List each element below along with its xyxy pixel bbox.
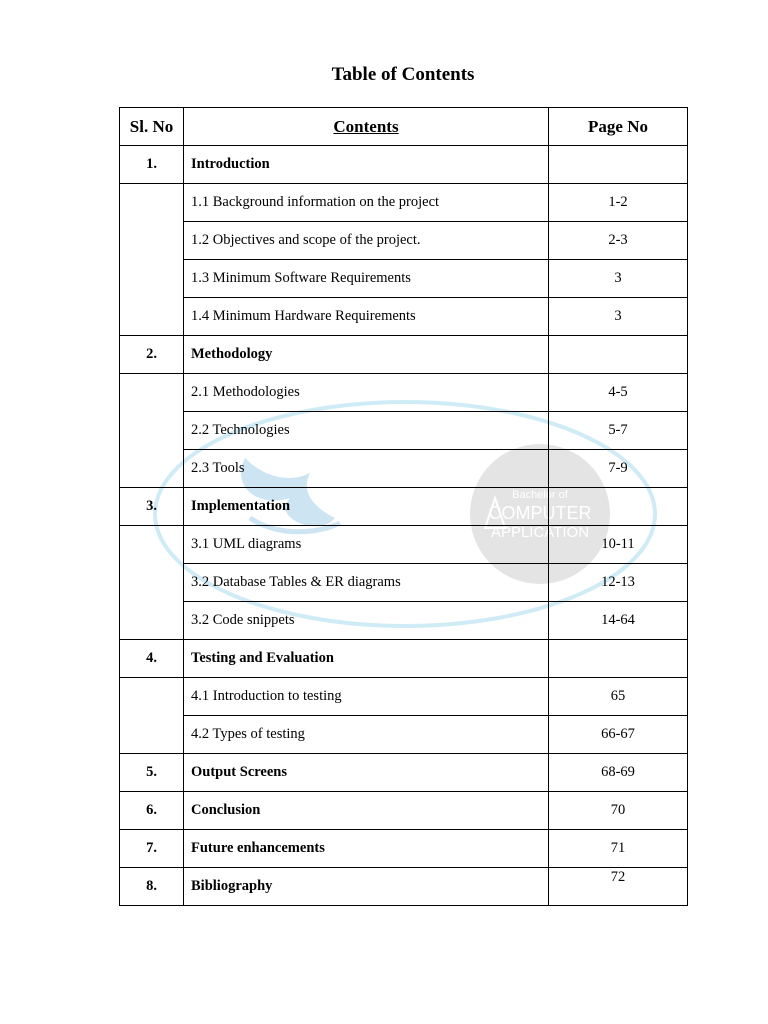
- section-title-cell: [184, 830, 549, 868]
- page-title: Table of Contents: [331, 64, 475, 85]
- table-body: [120, 146, 688, 906]
- subsection-row: [120, 450, 688, 488]
- subsection-page: 1-2: [549, 184, 688, 222]
- subsection-label: 3.2 Database Tables & ER diagrams: [184, 564, 549, 602]
- section-title: Future enhancements: [191, 840, 325, 856]
- section-page: 71: [549, 830, 688, 868]
- section-number: 1.: [120, 146, 184, 184]
- section-number: 4.: [120, 640, 184, 678]
- subsection-label: 1.4 Minimum Hardware Requirements: [184, 298, 549, 336]
- subsection-label: 2.1 Methodologies: [184, 374, 549, 412]
- section-page: [549, 488, 688, 526]
- subsection-row: [120, 374, 688, 412]
- subsection-label: 3.2 Code snippets: [184, 602, 549, 640]
- section-title-cell: [184, 868, 549, 906]
- watermark-text-3: APPLICATION: [490, 524, 590, 541]
- section-title: Output Screens: [191, 764, 288, 780]
- section-row: [120, 830, 688, 868]
- subsection-page: 3: [549, 298, 688, 336]
- subsection-spacer-cell: [120, 184, 184, 336]
- section-title: Testing and Evaluation: [191, 650, 334, 666]
- subsection-spacer-cell: [120, 374, 184, 488]
- subsection-page: 7-9: [549, 450, 688, 488]
- section-page: 70: [549, 792, 688, 830]
- section-number: 2.: [120, 336, 184, 374]
- section-title-cell: [184, 146, 549, 184]
- subsection-row: [120, 298, 688, 336]
- subsection-row: [120, 678, 688, 716]
- subsection-row: [120, 260, 688, 298]
- subsection-page: 10-11: [549, 526, 688, 564]
- subsection-page: 14-64: [549, 602, 688, 640]
- section-title: Methodology: [191, 346, 273, 362]
- section-row: [120, 640, 688, 678]
- section-number: 8.: [120, 868, 184, 906]
- subsection-label: 4.1 Introduction to testing: [184, 678, 549, 716]
- subsection-page: 2-3: [549, 222, 688, 260]
- section-title-cell: [184, 640, 549, 678]
- section-title-cell: [184, 488, 549, 526]
- header-page-no: Page No: [549, 108, 688, 146]
- subsection-page: 3: [549, 260, 688, 298]
- table-header-row: [120, 108, 688, 146]
- subsection-page: 12-13: [549, 564, 688, 602]
- section-page: [549, 640, 688, 678]
- subsection-page: 65: [549, 678, 688, 716]
- subsection-page: 4-5: [549, 374, 688, 412]
- subsection-row: [120, 564, 688, 602]
- section-row: [120, 792, 688, 830]
- subsection-label: 1.2 Objectives and scope of the project.: [184, 222, 549, 260]
- subsection-page: 66-67: [549, 716, 688, 754]
- section-title-cell: [184, 792, 549, 830]
- section-title: Bibliography: [191, 878, 273, 894]
- subsection-spacer-cell: [120, 526, 184, 640]
- section-row: [120, 488, 688, 526]
- section-page: [549, 146, 688, 184]
- section-number: 6.: [120, 792, 184, 830]
- section-page: 72: [549, 868, 688, 906]
- subsection-label: 2.2 Technologies: [184, 412, 549, 450]
- section-title: Introduction: [191, 156, 270, 172]
- section-row: [120, 754, 688, 792]
- section-row: [120, 868, 688, 906]
- watermark-text-2: COMPUTER: [488, 503, 592, 523]
- section-title-cell: [184, 754, 549, 792]
- watermark-text-1: Bachelor of: [512, 489, 568, 501]
- subsection-page: 5-7: [549, 412, 688, 450]
- section-title: Implementation: [191, 498, 291, 514]
- subsection-row: [120, 184, 688, 222]
- section-number: 7.: [120, 830, 184, 868]
- subsection-spacer-cell: [120, 678, 184, 754]
- subsection-row: [120, 526, 688, 564]
- section-page: [549, 336, 688, 374]
- subsection-label: 4.2 Types of testing: [184, 716, 549, 754]
- subsection-row: [120, 716, 688, 754]
- subsection-row: [120, 602, 688, 640]
- subsection-label: 2.3 Tools: [184, 450, 549, 488]
- header-contents: Contents: [184, 108, 549, 146]
- section-number: 5.: [120, 754, 184, 792]
- section-row: [120, 336, 688, 374]
- section-number: 3.: [120, 488, 184, 526]
- subsection-label: 1.1 Background information on the project: [184, 184, 549, 222]
- subsection-row: [120, 412, 688, 450]
- subsection-label: 1.3 Minimum Software Requirements: [184, 260, 549, 298]
- section-page: 68-69: [549, 754, 688, 792]
- subsection-row: [120, 222, 688, 260]
- section-title: Conclusion: [191, 802, 261, 818]
- header-sl-no: Sl. No: [120, 108, 184, 146]
- section-title-cell: [184, 336, 549, 374]
- contents-table: [119, 107, 688, 906]
- section-row: [120, 146, 688, 184]
- subsection-label: 3.1 UML diagrams: [184, 526, 549, 564]
